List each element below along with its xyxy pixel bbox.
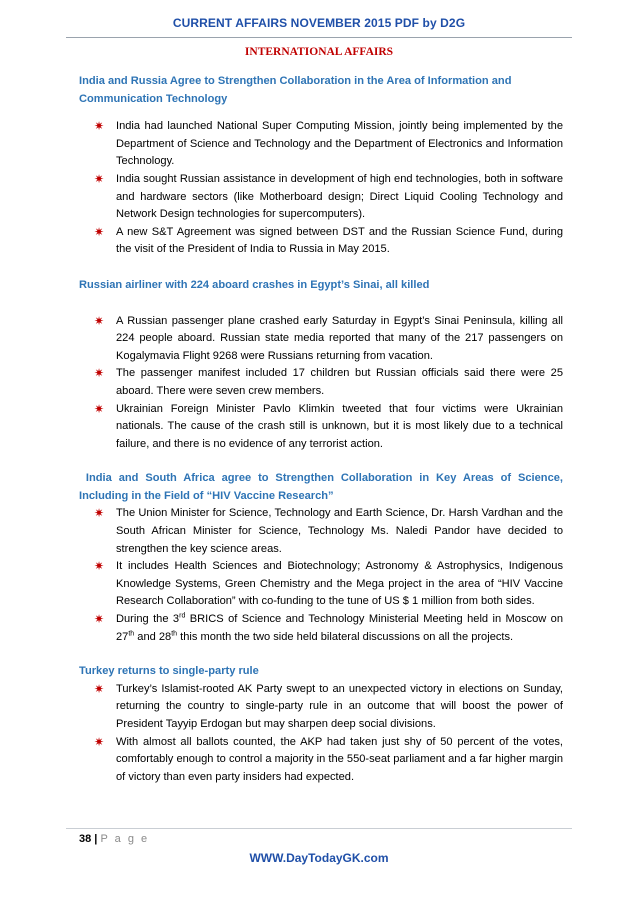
bullet-text: A Russian passenger plane crashed early Saturday in Egypt’s Sinai Peninsula, killing all 224 people aboard. Russian state media reported that many of the 217 passengers on Kogalymavia Flight 9268 were Russians returning from vacation.	[116, 314, 563, 362]
section-title: INTERNATIONAL AFFAIRS	[244, 46, 394, 58]
article-content	[79, 73, 567, 786]
ordinal-suffix: rd	[179, 612, 186, 620]
star-bullet-icon: ✷	[94, 506, 105, 521]
bullet-list	[79, 313, 563, 454]
star-bullet-icon: ✷	[94, 559, 105, 574]
bullet-text: Turkey’s Islamist-rooted AK Party swept to an unexpected victory in elections on Sunday, returning the country to single-party rule in an outcome that will boost the power of President Tayyip Erdogan but may sharpen deep social divisions.	[116, 682, 563, 730]
bullet-text-part: During the 3	[116, 613, 180, 626]
list-item	[79, 505, 563, 558]
footer-divider	[66, 828, 572, 829]
list-item	[79, 224, 563, 259]
bullet-text: With almost all ballots counted, the AKP had taken just shy of 50 percent of the votes, comfortably enough to control a majority in the 550-seat parliament and a far higher margin of victory than even party insiders had expected.	[116, 735, 563, 783]
bullet-text: A new S&T Agreement was signed between DST and the Russian Science Fund, during the visit of the President of India to Russia in May 2015.	[116, 225, 563, 256]
bullet-text: Ukrainian Foreign Minister Pavlo Klimkin tweeted that four victims were Ukrainian nationals. The cause of the crash still is unknown, but it is most likely due to a technical failure, and there is no evidence of any terrorist action.	[116, 402, 563, 450]
star-bullet-icon: ✷	[94, 313, 105, 328]
star-bullet-icon: ✷	[94, 171, 105, 186]
page-separator: |	[91, 833, 101, 845]
bullet-text: India sought Russian assistance in development of high end technologies, both in software and hardware sectors (like Motherboard design; Direct Liquid Cooling Technology and Network Design technologies for supercomputers).	[116, 172, 563, 221]
list-item	[79, 171, 563, 224]
star-bullet-icon: ✷	[94, 681, 105, 696]
bullet-list	[79, 681, 563, 787]
article-heading: Russian airliner with 224 aboard crashes in Egypt’s Sinai, all killed	[79, 278, 430, 291]
bullet-text-part: and 28	[134, 630, 172, 643]
star-bullet-icon: ✷	[94, 401, 105, 416]
page-header-title: CURRENT AFFAIRS NOVEMBER 2015 PDF by D2G	[172, 16, 466, 30]
bullet-text-part: BRICS of Science and Technology Ministerial Meeting held in Moscow on 27	[116, 613, 564, 643]
article-heading: India and Russia Agree to Strengthen Collaboration in the Area of Information and Communication Technology	[79, 75, 512, 105]
bullet-text: The Union Minister for Science, Technology and Earth Science, Dr. Harsh Vardhan and the South African Minister for Science, Technology Ms. Naledi Pandor have decided to strengthen the key science areas.	[116, 507, 563, 555]
star-bullet-icon: ✷	[94, 224, 105, 239]
article-heading: Turkey returns to single-party rule	[79, 665, 259, 678]
bullet-text: It includes Health Sciences and Biotechnology; Astronomy & Astrophysics, Indigenous Knowledge Systems, Green Chemistry and the Mega project in the area of “HIV Vaccine Research Collaboration” with co-funding to the tune of US $ 1 million from both sides.	[116, 560, 563, 608]
article-heading: India and South Africa agree to Strengthen Collaboration in Key Areas of Science, Including in the Field of “HIV Vaccine Research”	[79, 472, 567, 502]
star-bullet-icon: ✷	[94, 612, 105, 627]
ordinal-suffix: th	[128, 629, 135, 637]
bullet-list	[79, 118, 563, 259]
star-bullet-icon: ✷	[94, 734, 105, 749]
bullet-list	[79, 505, 563, 646]
page-number-label	[79, 833, 149, 845]
star-bullet-icon: ✷	[94, 119, 105, 134]
list-item	[79, 401, 563, 454]
header-divider	[66, 37, 572, 38]
list-item	[79, 681, 563, 734]
page-word: P a g e	[100, 833, 150, 845]
list-item	[79, 313, 563, 366]
bullet-text: The passenger manifest included 17 children but Russian officials said there were 25 aboard. There were seven crew members.	[116, 367, 563, 397]
bullet-text	[116, 613, 563, 643]
website-link[interactable]: WWW.DayTodayGK.com	[249, 851, 389, 865]
list-item	[79, 118, 563, 171]
list-item	[79, 365, 563, 400]
list-item	[79, 734, 563, 787]
ordinal-suffix: th	[171, 629, 178, 637]
list-item	[79, 611, 563, 646]
page-number: 38	[79, 833, 92, 845]
bullet-text: India had launched National Super Computing Mission, jointly being implemented by the Department of Science and Technology and the Department of Electronics and Information Technology.	[116, 120, 563, 168]
bullet-text-part: this month the two side held bilateral discussions on all the projects.	[177, 630, 514, 643]
star-bullet-icon: ✷	[94, 366, 105, 381]
list-item	[79, 558, 563, 611]
